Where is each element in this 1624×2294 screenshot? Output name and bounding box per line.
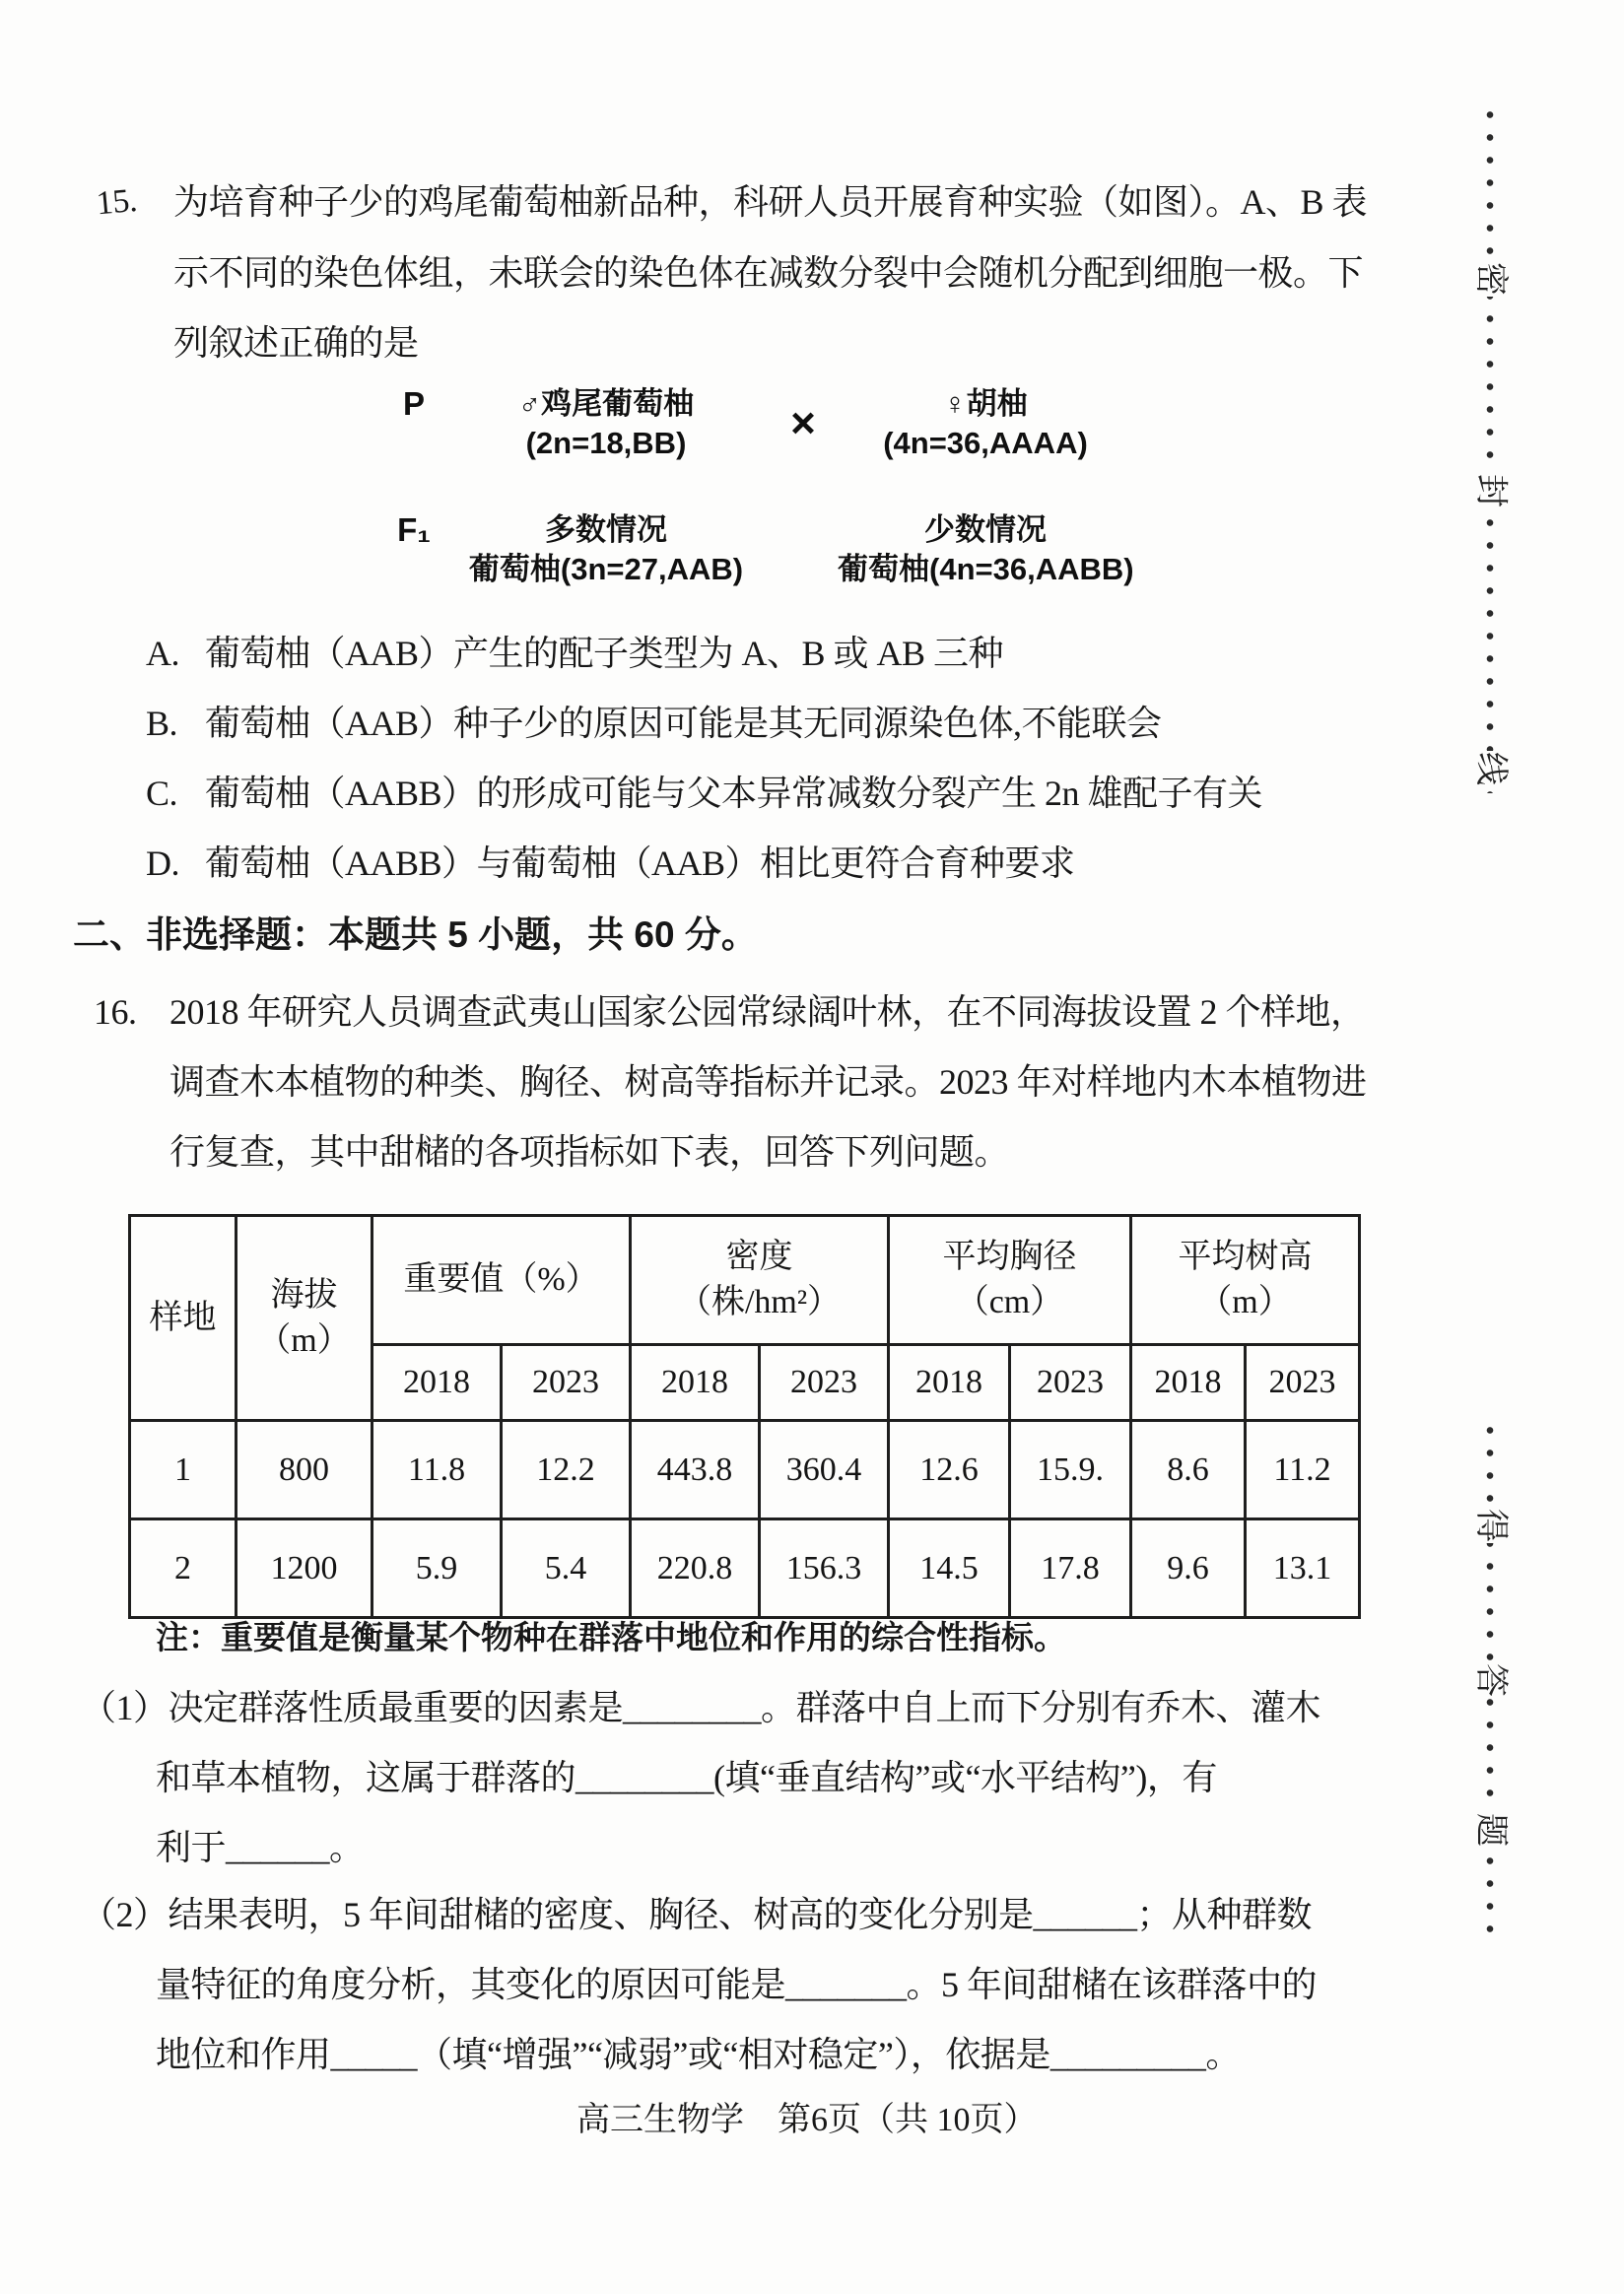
year-header: 2018 <box>1131 1345 1246 1421</box>
f1-majority-result: 葡萄柚(3n=27,AAB) <box>468 552 744 586</box>
q15-number: 15. <box>95 181 139 223</box>
p-generation-label: P <box>402 385 425 422</box>
seal-char-de: 得 <box>1465 1508 1515 1543</box>
female-parent-genome: (4n=36,AAAA) <box>883 426 1088 460</box>
table-cell: 443.8 <box>631 1421 760 1519</box>
f1-majority-label: 多数情况 <box>545 512 667 547</box>
seal-char-feng: 封 <box>1465 473 1515 508</box>
section-2-title: 二、非选择题：本题共 5 小题，共 60 分。 <box>73 914 758 955</box>
table-cell: 2 <box>130 1519 237 1618</box>
option-b-label: B. <box>146 704 178 743</box>
f1-majority-cell <box>443 510 769 589</box>
header-altitude: 海拔 （m） <box>237 1216 372 1421</box>
header-density: 密度 （株/hm²） <box>631 1216 889 1345</box>
year-header: 2023 <box>1246 1345 1360 1421</box>
cross-diagram <box>384 384 1133 589</box>
year-header: 2023 <box>760 1345 889 1421</box>
table-cell: 14.5 <box>889 1519 1010 1618</box>
f1-generation-label: F₁ <box>397 511 431 548</box>
table-cell: 5.9 <box>372 1519 502 1618</box>
q15-stem-line-3: 列叙述正确的是 <box>173 323 419 363</box>
table-cell: 13.1 <box>1246 1519 1360 1618</box>
header-avg-height: 平均树高 （m） <box>1131 1216 1360 1345</box>
table-cell: 800 <box>237 1421 372 1519</box>
table-cell: 17.8 <box>1010 1519 1131 1618</box>
f1-minority-cell <box>838 510 1133 589</box>
table-cell: 1 <box>130 1421 237 1519</box>
table-note: 注：重要值是衡量某个物种在群落中地位和作用的综合性指标。 <box>156 1621 1066 1656</box>
table-cell: 360.4 <box>760 1421 889 1519</box>
header-avg-dbh: 平均胸径 （cm） <box>889 1216 1131 1345</box>
table-cell: 1200 <box>237 1519 372 1618</box>
q15-stem-text-1: 为培育种子少的鸡尾葡萄柚新品种，科研人员开展育种实验（如图）。A、B 表 <box>173 182 1368 222</box>
female-parent-cell <box>838 384 1133 463</box>
q16-stem-text-1: 2018 年研究人员调查武夷山国家公园常绿阔叶林，在不同海拔设置 2 个样地， <box>169 992 1366 1032</box>
year-header: 2023 <box>502 1345 631 1421</box>
sub1-line-3: 利于______。 <box>156 1828 365 1867</box>
year-header: 2023 <box>1010 1345 1131 1421</box>
sub2-line-1: （2）结果表明，5 年间甜槠的密度、胸径、树高的变化分别是______；从种群数 <box>81 1895 1313 1934</box>
option-a-label: A. <box>146 634 179 673</box>
q15-stem-line-1 <box>97 168 1407 238</box>
q16-stem-line-3: 行复查，其中甜槠的各项指标如下表，回答下列问题。 <box>169 1132 1010 1172</box>
option-a-text: 葡萄柚（AAB）产生的配子类型为 A、B 或 AB 三种 <box>205 634 1004 673</box>
q16-number: 16. <box>94 992 137 1032</box>
option-d-text: 葡萄柚（AABB）与葡萄柚（AAB）相比更符合育种要求 <box>205 843 1075 883</box>
option-c-text: 葡萄柚（AABB）的形成可能与父本异常减数分裂产生 2n 雄配子有关 <box>205 774 1263 813</box>
page-footer: 高三生物学 第6页（共 10页） <box>576 2102 1038 2138</box>
table-cell: 220.8 <box>631 1519 760 1618</box>
table-cell: 15.9. <box>1010 1421 1131 1519</box>
seal-char-mi: 密 <box>1465 261 1515 297</box>
option-c-label: C. <box>146 774 178 813</box>
table-cell: 8.6 <box>1131 1421 1246 1519</box>
table-cell: 12.6 <box>889 1421 1010 1519</box>
table-cell: 9.6 <box>1131 1519 1246 1618</box>
f1-minority-result: 葡萄柚(4n=36,AABB) <box>838 552 1134 586</box>
option-c <box>146 759 1262 829</box>
sub1-line-1: （1）决定群落性质最重要的因素是________。群落中自上而下分别有乔木、灌木 <box>81 1688 1321 1727</box>
table-row-plot-1 <box>130 1421 1360 1519</box>
option-d <box>146 829 1262 899</box>
seal-line-bottom <box>1472 1419 1509 1936</box>
q15-options <box>146 619 1262 899</box>
header-plot: 样地 <box>130 1216 237 1421</box>
q16-stem-line-1 <box>94 978 1404 1047</box>
sub1-line-2: 和草本植物，这属于群落的________(填“垂直结构”或“水平结构”)，有 <box>156 1758 1217 1797</box>
question-15 <box>97 168 1407 378</box>
year-header: 2018 <box>631 1345 760 1421</box>
female-parent-name: ♀胡柚 <box>943 386 1028 421</box>
table-cell: 156.3 <box>760 1519 889 1618</box>
year-header: 2018 <box>372 1345 502 1421</box>
f1-minority-label: 少数情况 <box>924 512 1047 547</box>
option-b <box>146 689 1262 759</box>
seal-char-ti: 题 <box>1465 1812 1515 1848</box>
option-b-text: 葡萄柚（AAB）种子少的原因可能是其无同源染色体,不能联会 <box>205 704 1162 743</box>
survey-table <box>128 1214 1361 1619</box>
male-parent-cell <box>443 384 769 463</box>
table-cell: 5.4 <box>502 1519 631 1618</box>
table-cell: 12.2 <box>502 1421 631 1519</box>
seal-char-da: 答 <box>1465 1662 1515 1698</box>
q16-sub-question-1 <box>81 1673 1320 1883</box>
male-parent-genome: (2n=18,BB) <box>525 426 687 460</box>
option-d-label: D. <box>146 843 179 883</box>
sub2-line-2: 量特征的角度分析，其变化的原因可能是_______。5 年间甜槠在该群落中的 <box>156 1965 1318 2004</box>
year-header: 2018 <box>889 1345 1010 1421</box>
option-a <box>146 619 1262 689</box>
q15-stem-line-2: 示不同的染色体组，未联会的染色体在减数分裂中会随机分配到细胞一极。下 <box>173 253 1364 293</box>
q16-sub-question-2 <box>81 1880 1317 2090</box>
q16-stem-line-2: 调查木本植物的种类、胸径、树高等指标并记录。2023 年对样地内木本植物进 <box>169 1062 1367 1102</box>
seal-line-top <box>1472 103 1509 793</box>
male-parent-name: ♂鸡尾葡萄柚 <box>517 386 695 421</box>
sub2-line-3: 地位和作用_____（填“增强”“减弱”或“相对稳定”），依据是_________。 <box>156 2035 1241 2074</box>
header-importance-value: 重要值（%） <box>372 1216 631 1345</box>
seal-char-xian: 线 <box>1465 751 1515 786</box>
table-cell: 11.2 <box>1246 1421 1360 1519</box>
table-row-plot-2 <box>130 1519 1360 1618</box>
question-16 <box>94 978 1404 1187</box>
cross-symbol: × <box>790 399 816 447</box>
table-cell: 11.8 <box>372 1421 502 1519</box>
